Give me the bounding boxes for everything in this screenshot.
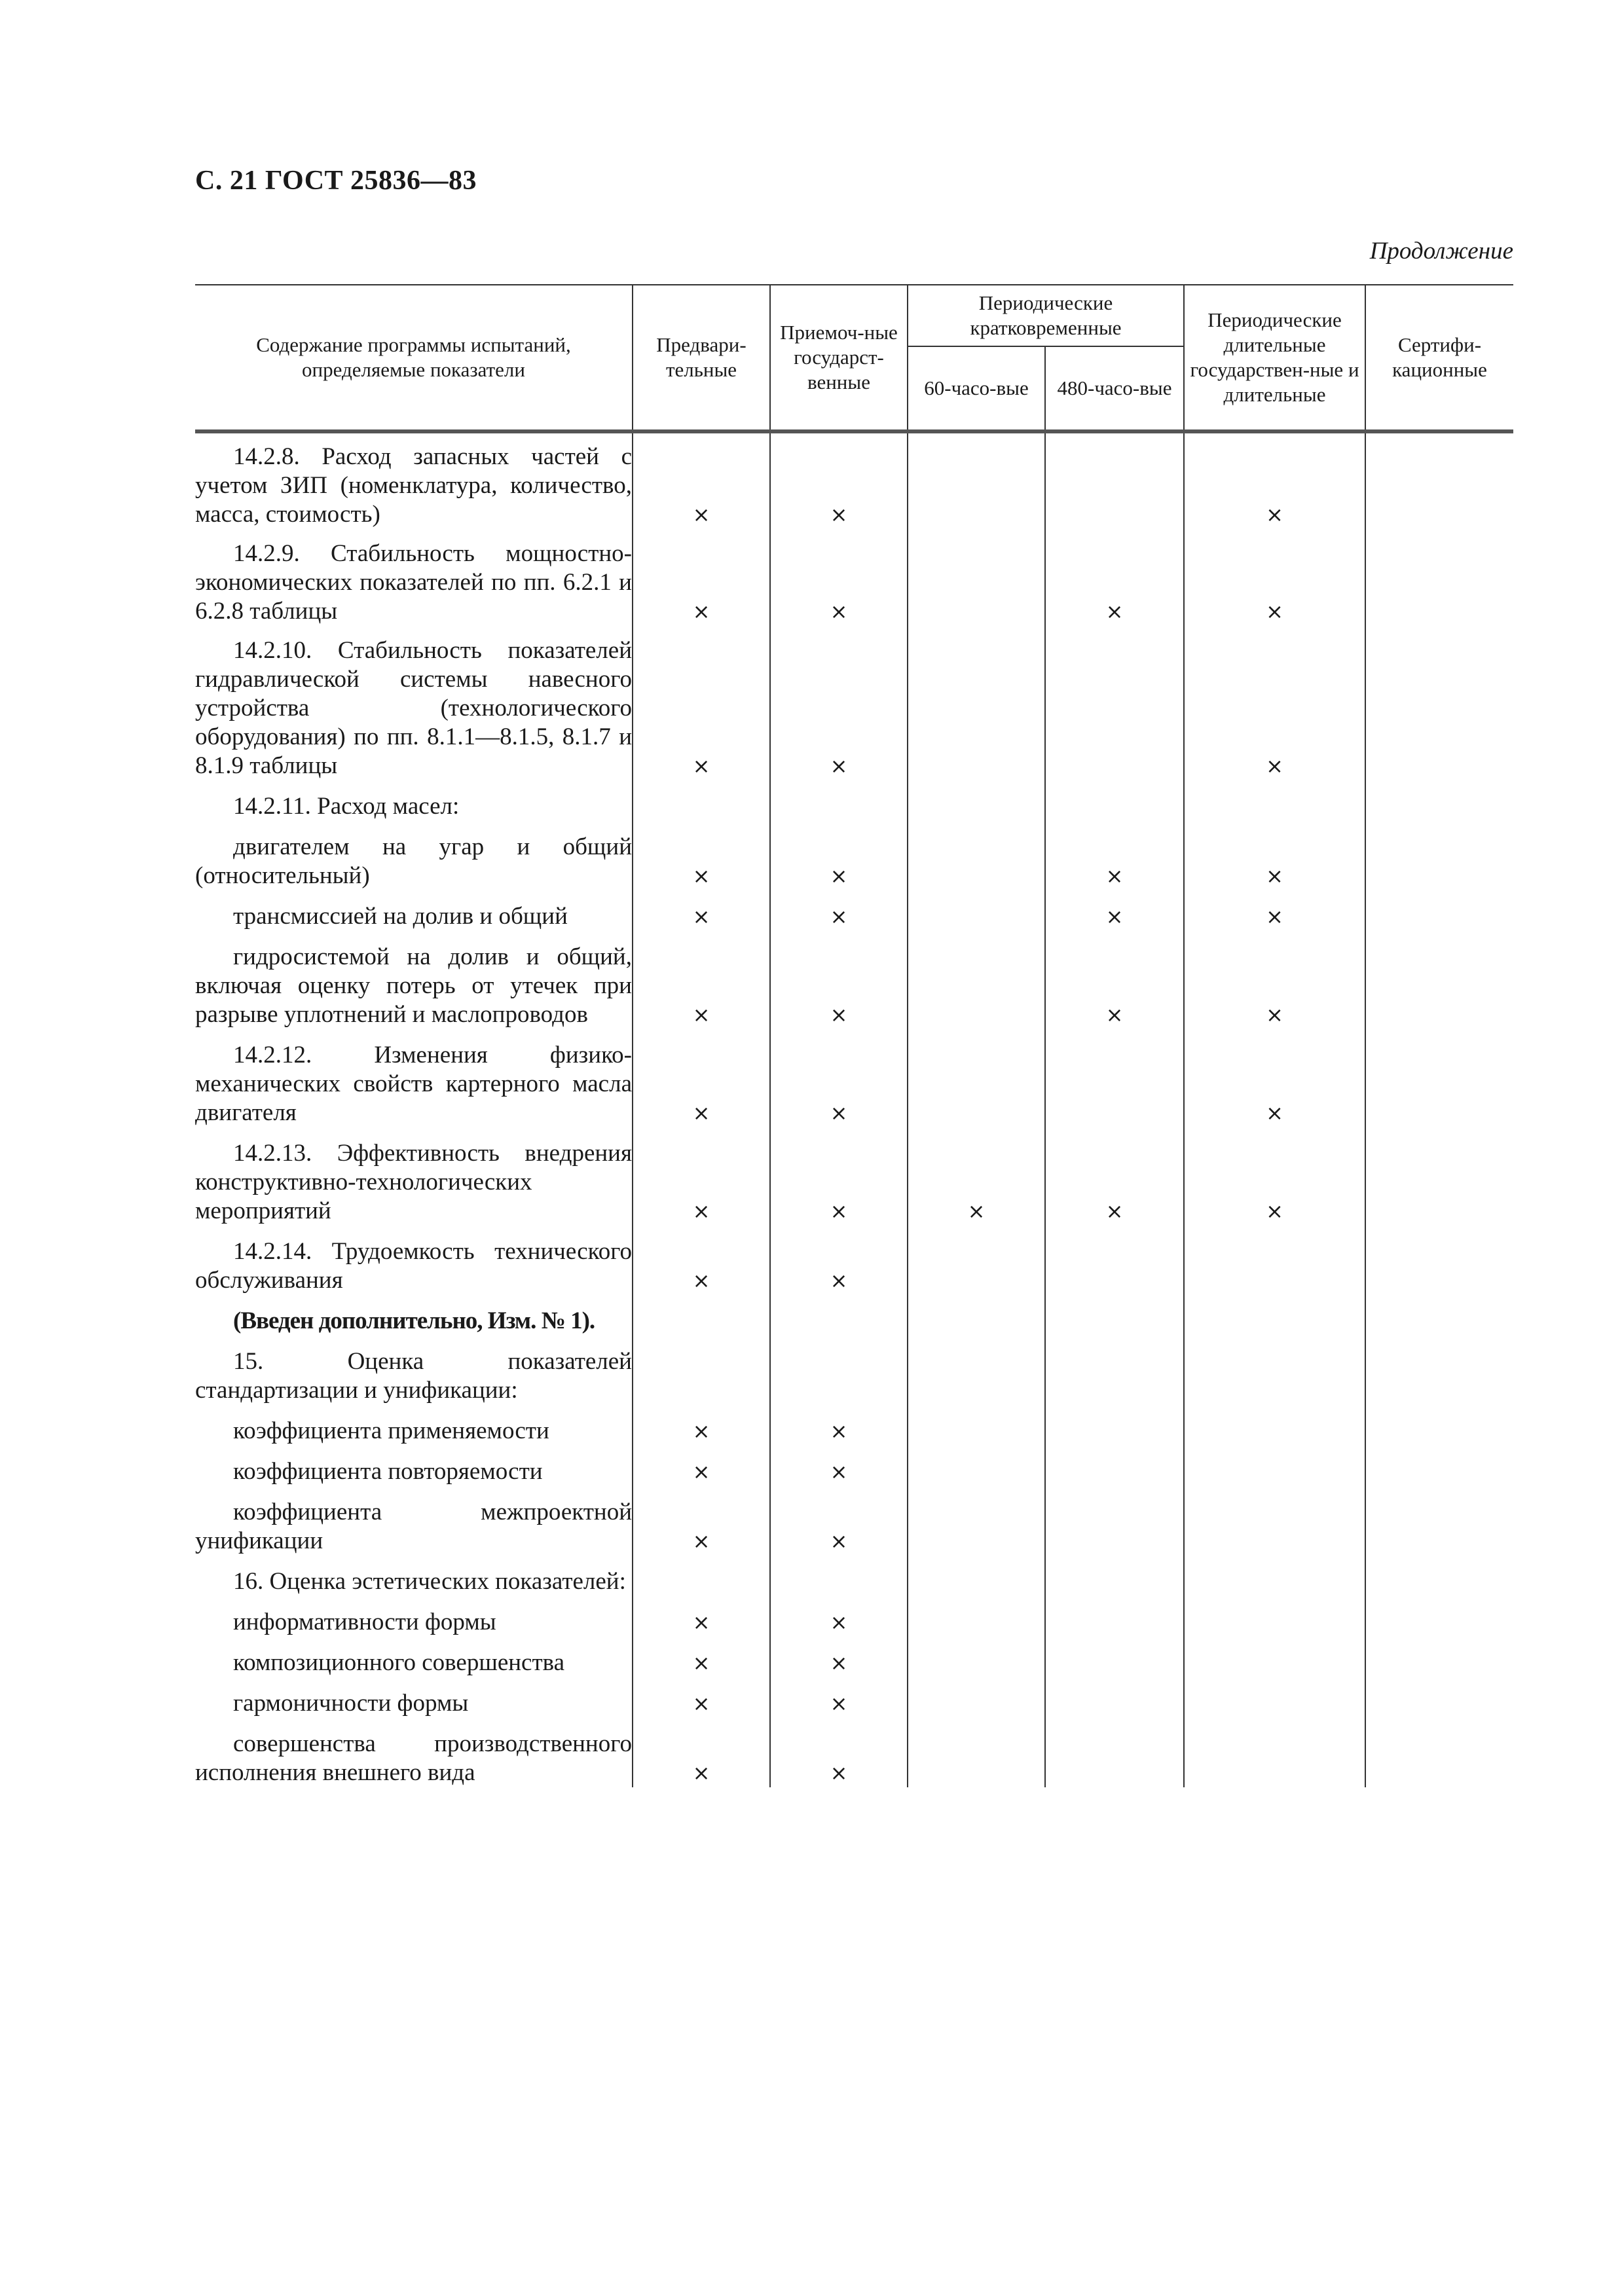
mark-cell bbox=[1184, 1336, 1365, 1405]
row-description-text: двигателем на угар и общий (относительный) bbox=[195, 833, 632, 889]
mark-cell bbox=[633, 1637, 770, 1677]
mark-cell bbox=[770, 1446, 908, 1486]
header-periodic-long: Периодические длительные государствен-ные и длительные bbox=[1184, 285, 1365, 431]
row-description-text: (Введен дополнительно, Изм. № 1). bbox=[233, 1307, 595, 1334]
row-description bbox=[195, 529, 633, 626]
mark-cell bbox=[1365, 1486, 1513, 1556]
mark-cell bbox=[770, 931, 908, 1029]
cross-mark-icon: × bbox=[1266, 502, 1283, 527]
row-description-text: 15. Оценка показателей стандартизации и унификации: bbox=[195, 1348, 632, 1404]
cross-mark-icon: × bbox=[1105, 864, 1124, 888]
mark-cell bbox=[633, 529, 770, 626]
test-program-table bbox=[195, 284, 1513, 1787]
row-description bbox=[195, 821, 633, 890]
mark-cell bbox=[1045, 1127, 1184, 1226]
mark-cell bbox=[1045, 821, 1184, 890]
mark-cell bbox=[908, 1718, 1045, 1787]
header-certification: Сертифи-кационные bbox=[1365, 285, 1513, 431]
row-description-text: коэффициента межпроектной унификации bbox=[195, 1499, 632, 1554]
cross-mark-icon: × bbox=[692, 1419, 710, 1444]
mark-cell bbox=[1045, 529, 1184, 626]
table-row bbox=[195, 1405, 1513, 1446]
mark-cell bbox=[1365, 626, 1513, 780]
table-row bbox=[195, 1446, 1513, 1486]
table-row bbox=[195, 1029, 1513, 1127]
row-description-text: гармоничности формы bbox=[233, 1690, 469, 1717]
cross-mark-icon: × bbox=[1266, 1101, 1283, 1125]
table-row bbox=[195, 1677, 1513, 1718]
cross-mark-icon: × bbox=[830, 502, 848, 527]
row-description bbox=[195, 1336, 633, 1405]
mark-cell bbox=[1365, 1226, 1513, 1295]
mark-cell bbox=[1045, 1486, 1184, 1556]
cross-mark-icon: × bbox=[830, 904, 848, 929]
mark-cell bbox=[633, 626, 770, 780]
header-content: Содержание программы испытаний, определяемые показатели bbox=[195, 285, 633, 431]
mark-cell bbox=[908, 1596, 1045, 1637]
row-description-text: 14.2.12. Изменения физико-механических свойств картерного масла двигателя bbox=[195, 1042, 632, 1126]
mark-cell bbox=[1045, 1029, 1184, 1127]
cross-mark-icon: × bbox=[1266, 599, 1283, 624]
cross-mark-icon: × bbox=[830, 864, 848, 888]
mark-cell bbox=[770, 1226, 908, 1295]
cross-mark-icon: × bbox=[830, 1101, 848, 1125]
cross-mark-icon: × bbox=[830, 1002, 848, 1027]
mark-cell bbox=[770, 431, 908, 529]
row-description bbox=[195, 780, 633, 821]
mark-cell bbox=[1045, 1718, 1184, 1787]
row-description bbox=[195, 1556, 633, 1596]
cross-mark-icon: × bbox=[692, 1268, 710, 1293]
mark-cell bbox=[1184, 1637, 1365, 1677]
row-description-text: 14.2.14. Трудоемкость технического обслуживания bbox=[195, 1238, 632, 1294]
mark-cell bbox=[770, 1637, 908, 1677]
mark-cell bbox=[1184, 1226, 1365, 1295]
cross-mark-icon: × bbox=[1266, 754, 1283, 778]
mark-cell bbox=[1045, 1226, 1184, 1295]
header-preliminary: Предвари-тельные bbox=[633, 285, 770, 431]
row-description bbox=[195, 1486, 633, 1556]
table-row bbox=[195, 1486, 1513, 1556]
mark-cell bbox=[1184, 1596, 1365, 1637]
cross-mark-icon: × bbox=[830, 1268, 848, 1293]
mark-cell bbox=[1045, 931, 1184, 1029]
cross-mark-icon: × bbox=[692, 1002, 710, 1027]
cross-mark-icon: × bbox=[1266, 864, 1283, 888]
mark-cell bbox=[1184, 1127, 1365, 1226]
mark-cell bbox=[770, 780, 908, 821]
header-480h: 480-часо-вые bbox=[1045, 346, 1184, 431]
cross-mark-icon: × bbox=[692, 904, 710, 929]
cross-mark-icon: × bbox=[692, 1529, 710, 1554]
cross-mark-icon: × bbox=[830, 1650, 848, 1675]
mark-cell bbox=[633, 1226, 770, 1295]
mark-cell bbox=[908, 1295, 1045, 1336]
mark-cell bbox=[633, 431, 770, 529]
mark-cell bbox=[908, 1446, 1045, 1486]
mark-cell bbox=[1365, 1556, 1513, 1596]
mark-cell bbox=[770, 626, 908, 780]
mark-cell bbox=[770, 1127, 908, 1226]
mark-cell bbox=[1184, 1556, 1365, 1596]
table-row bbox=[195, 1718, 1513, 1787]
table-row bbox=[195, 626, 1513, 780]
row-description-text: совершенства производственного исполнения внешнего вида bbox=[195, 1730, 632, 1786]
mark-cell bbox=[1045, 780, 1184, 821]
row-description bbox=[195, 890, 633, 931]
mark-cell bbox=[1184, 931, 1365, 1029]
cross-mark-icon: × bbox=[830, 1529, 848, 1554]
mark-cell bbox=[1184, 1446, 1365, 1486]
mark-cell bbox=[1045, 626, 1184, 780]
row-description-text: коэффициента повторяемости bbox=[233, 1458, 543, 1485]
row-description-text: 14.2.10. Стабильность показателей гидравлической системы навесного устройства (технологического оборудования) по пп. 8.1.1—8.1.5, 8.1.7 и 8.1.9 таблицы bbox=[195, 637, 632, 779]
mark-cell bbox=[633, 1405, 770, 1446]
mark-cell bbox=[908, 1029, 1045, 1127]
mark-cell bbox=[770, 1718, 908, 1787]
row-description bbox=[195, 1718, 633, 1787]
mark-cell bbox=[770, 1295, 908, 1336]
mark-cell bbox=[1365, 1637, 1513, 1677]
mark-cell bbox=[1365, 931, 1513, 1029]
mark-cell bbox=[633, 1486, 770, 1556]
mark-cell bbox=[908, 431, 1045, 529]
row-description bbox=[195, 1226, 633, 1295]
mark-cell bbox=[770, 1405, 908, 1446]
mark-cell bbox=[1184, 431, 1365, 529]
row-description bbox=[195, 1596, 633, 1637]
mark-cell bbox=[770, 890, 908, 931]
row-description-text: информативности формы bbox=[233, 1609, 496, 1635]
table-row bbox=[195, 431, 1513, 529]
table-row bbox=[195, 1295, 1513, 1336]
mark-cell bbox=[1365, 1718, 1513, 1787]
cross-mark-icon: × bbox=[692, 864, 710, 888]
mark-cell bbox=[908, 780, 1045, 821]
mark-cell bbox=[908, 1637, 1045, 1677]
mark-cell bbox=[633, 1295, 770, 1336]
cross-mark-icon: × bbox=[692, 1691, 710, 1716]
mark-cell bbox=[770, 821, 908, 890]
mark-cell bbox=[908, 1226, 1045, 1295]
cross-mark-icon: × bbox=[692, 502, 710, 527]
mark-cell bbox=[1365, 1336, 1513, 1405]
row-description-text: 14.2.11. Расход масел: bbox=[233, 793, 460, 820]
mark-cell bbox=[908, 529, 1045, 626]
mark-cell bbox=[1365, 1029, 1513, 1127]
cross-mark-icon: × bbox=[1266, 1002, 1283, 1027]
row-description-text: гидросистемой на долив и общий, включая оценку потерь от утечек при разрыве уплотнений и маслопроводов bbox=[195, 943, 632, 1028]
cross-mark-icon: × bbox=[692, 1610, 710, 1635]
mark-cell bbox=[633, 1127, 770, 1226]
cross-mark-icon: × bbox=[830, 599, 848, 624]
mark-cell bbox=[633, 1556, 770, 1596]
mark-cell bbox=[770, 529, 908, 626]
mark-cell bbox=[908, 1486, 1045, 1556]
cross-mark-icon: × bbox=[692, 1650, 710, 1675]
mark-cell bbox=[1184, 1029, 1365, 1127]
mark-cell bbox=[1184, 1295, 1365, 1336]
table-row bbox=[195, 890, 1513, 931]
mark-cell bbox=[633, 1029, 770, 1127]
row-description bbox=[195, 1029, 633, 1127]
table-row bbox=[195, 931, 1513, 1029]
mark-cell bbox=[1184, 821, 1365, 890]
table-row bbox=[195, 1556, 1513, 1596]
row-description bbox=[195, 1446, 633, 1486]
header-acceptance: Приемоч-ные государст-венные bbox=[770, 285, 908, 431]
mark-cell bbox=[1365, 1405, 1513, 1446]
row-description bbox=[195, 1127, 633, 1226]
mark-cell bbox=[1365, 780, 1513, 821]
mark-cell bbox=[1365, 1446, 1513, 1486]
mark-cell bbox=[1045, 1336, 1184, 1405]
mark-cell bbox=[1045, 1596, 1184, 1637]
cross-mark-icon: × bbox=[1266, 904, 1283, 929]
mark-cell bbox=[908, 890, 1045, 931]
mark-cell bbox=[770, 1596, 908, 1637]
mark-cell bbox=[1184, 1486, 1365, 1556]
mark-cell bbox=[1184, 890, 1365, 931]
table-row bbox=[195, 1596, 1513, 1637]
cross-mark-icon: × bbox=[830, 1419, 848, 1444]
mark-cell bbox=[1045, 1446, 1184, 1486]
mark-cell bbox=[908, 1405, 1045, 1446]
page-header: С. 21 ГОСТ 25836—83 bbox=[195, 166, 477, 196]
mark-cell bbox=[1365, 1127, 1513, 1226]
mark-cell bbox=[1184, 1405, 1365, 1446]
mark-cell bbox=[908, 1677, 1045, 1718]
mark-cell bbox=[1045, 1637, 1184, 1677]
mark-cell bbox=[633, 931, 770, 1029]
cross-mark-icon: × bbox=[692, 1101, 710, 1125]
mark-cell bbox=[633, 1446, 770, 1486]
mark-cell bbox=[1365, 529, 1513, 626]
cross-mark-icon: × bbox=[692, 1199, 710, 1224]
cross-mark-icon: × bbox=[830, 1199, 848, 1224]
cross-mark-icon: × bbox=[692, 754, 710, 778]
cross-mark-icon: × bbox=[692, 599, 710, 624]
row-description-text: 14.2.13. Эффективность внедрения конструктивно-технологических мероприятий bbox=[195, 1140, 632, 1224]
mark-cell bbox=[633, 780, 770, 821]
cross-mark-icon: × bbox=[1105, 904, 1124, 929]
mark-cell bbox=[1045, 1295, 1184, 1336]
mark-cell bbox=[633, 1596, 770, 1637]
row-description bbox=[195, 931, 633, 1029]
mark-cell bbox=[1365, 1295, 1513, 1336]
mark-cell bbox=[908, 821, 1045, 890]
mark-cell bbox=[1184, 780, 1365, 821]
mark-cell bbox=[770, 1486, 908, 1556]
mark-cell bbox=[770, 1336, 908, 1405]
continuation-label: Продолжение bbox=[1369, 238, 1513, 264]
mark-cell bbox=[1365, 890, 1513, 931]
cross-mark-icon: × bbox=[830, 754, 848, 778]
row-description-text: коэффициента применяемости bbox=[233, 1417, 549, 1444]
row-description bbox=[195, 1295, 633, 1336]
row-description bbox=[195, 1677, 633, 1718]
table-row bbox=[195, 1226, 1513, 1295]
mark-cell bbox=[1184, 529, 1365, 626]
cross-mark-icon: × bbox=[830, 1610, 848, 1635]
table-body bbox=[195, 431, 1513, 1787]
mark-cell bbox=[1045, 1405, 1184, 1446]
mark-cell bbox=[1184, 626, 1365, 780]
cross-mark-icon: × bbox=[830, 1691, 848, 1716]
mark-cell bbox=[908, 931, 1045, 1029]
table-row bbox=[195, 780, 1513, 821]
mark-cell bbox=[1045, 1677, 1184, 1718]
header-periodic-short: Периодические кратковременные bbox=[908, 285, 1184, 346]
table-row bbox=[195, 1127, 1513, 1226]
cross-mark-icon: × bbox=[1105, 1002, 1124, 1027]
mark-cell bbox=[1045, 431, 1184, 529]
cross-mark-icon: × bbox=[1105, 599, 1124, 624]
cross-mark-icon: × bbox=[830, 1760, 848, 1785]
mark-cell bbox=[770, 1677, 908, 1718]
mark-cell bbox=[633, 1336, 770, 1405]
mark-cell bbox=[1184, 1677, 1365, 1718]
cross-mark-icon: × bbox=[1105, 1199, 1124, 1224]
table-row bbox=[195, 529, 1513, 626]
mark-cell bbox=[770, 1029, 908, 1127]
mark-cell bbox=[908, 1336, 1045, 1405]
mark-cell bbox=[633, 890, 770, 931]
row-description-text: трансмиссией на долив и общий bbox=[233, 903, 568, 930]
cross-mark-icon: × bbox=[967, 1199, 986, 1224]
mark-cell bbox=[770, 1556, 908, 1596]
mark-cell bbox=[633, 1718, 770, 1787]
header-60h: 60-часо-вые bbox=[908, 346, 1045, 431]
mark-cell bbox=[1184, 1718, 1365, 1787]
table-row bbox=[195, 1637, 1513, 1677]
mark-cell bbox=[1365, 821, 1513, 890]
row-description-text: композиционного совершенства bbox=[233, 1649, 565, 1676]
mark-cell bbox=[633, 821, 770, 890]
table-row bbox=[195, 821, 1513, 890]
mark-cell bbox=[1365, 1596, 1513, 1637]
cross-mark-icon: × bbox=[1266, 1199, 1283, 1224]
mark-cell bbox=[908, 1556, 1045, 1596]
mark-cell bbox=[1365, 1677, 1513, 1718]
row-description bbox=[195, 1637, 633, 1677]
mark-cell bbox=[908, 1127, 1045, 1226]
row-description-text: 14.2.8. Расход запасных частей с учетом ЗИП (номенклатура, количество, масса, стоимость) bbox=[195, 443, 632, 528]
cross-mark-icon: × bbox=[830, 1459, 848, 1484]
row-description-text: 14.2.9. Стабильность мощностно-экономических показателей по пп. 6.2.1 и 6.2.8 таблицы bbox=[195, 540, 632, 625]
cross-mark-icon: × bbox=[692, 1760, 710, 1785]
mark-cell bbox=[1045, 890, 1184, 931]
mark-cell bbox=[1045, 1556, 1184, 1596]
row-description bbox=[195, 431, 633, 529]
mark-cell bbox=[1365, 431, 1513, 529]
cross-mark-icon: × bbox=[692, 1459, 710, 1484]
row-description bbox=[195, 1405, 633, 1446]
mark-cell bbox=[633, 1677, 770, 1718]
mark-cell bbox=[908, 626, 1045, 780]
table-row bbox=[195, 1336, 1513, 1405]
row-description-text: 16. Оценка эстетических показателей: bbox=[233, 1568, 626, 1595]
row-description bbox=[195, 626, 633, 780]
